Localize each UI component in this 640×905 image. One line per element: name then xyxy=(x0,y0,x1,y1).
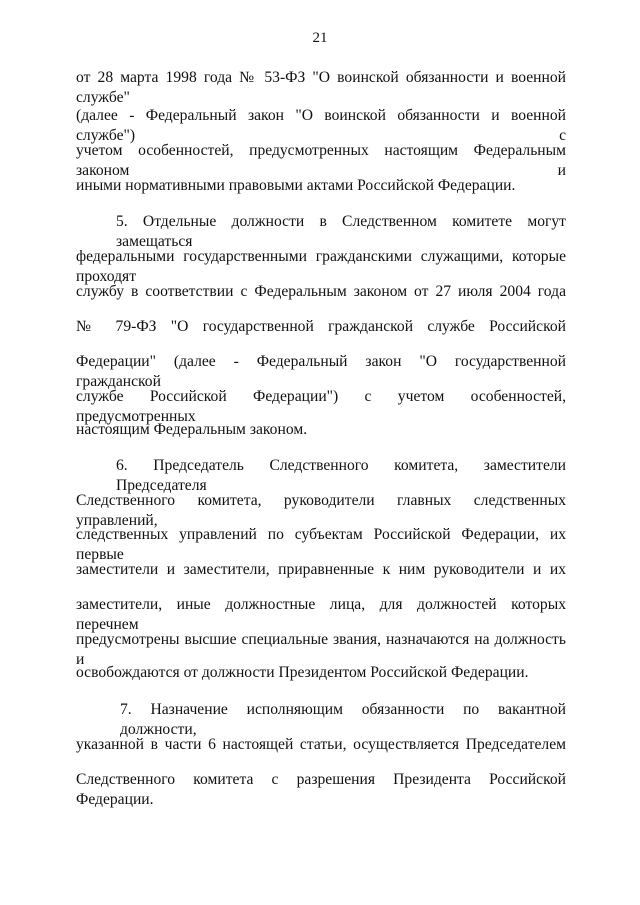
text-line: заместители, иные должностные лица, для должностей которых перечнем xyxy=(76,596,566,633)
text-line: службу в соответствии с Федеральным законом от 27 июля 2004 года xyxy=(76,283,566,300)
text-line: 6. Председатель Следственного комитета, заместители Председателя xyxy=(116,457,566,494)
text-line: службе Российской Федерации") с учетом особенностей, предусмотренных xyxy=(76,388,566,425)
text-line: освобождаются от должности Президентом Российской Федерации. xyxy=(76,664,529,681)
text-line: указанной в части 6 настоящей статьи, осуществляется Председателем xyxy=(76,736,566,753)
text-line: Федерации" (далее - Федеральный закон "О государственной гражданской xyxy=(76,353,566,390)
text-line: Следственного комитета с разрешения Президента Российской Федерации. xyxy=(76,771,566,808)
text-line: учетом особенностей, предусмотренных настоящим Федеральным законом и xyxy=(76,142,566,179)
text-line: 7. Назначение исполняющим обязанности по вакантной должности, xyxy=(120,701,566,738)
text-line: предусмотрены высшие специальные звания, назначаются на должность и xyxy=(76,631,566,668)
text-line: федеральными государственными гражданскими служащими, которые проходят xyxy=(76,248,566,285)
text-line: заместители и заместители, приравненные к ним руководители и их xyxy=(76,561,566,578)
text-line: (далее - Федеральный закон "О воинской обязанности и военной службе") с xyxy=(76,107,566,144)
text-line: № 79-ФЗ "О государственной гражданской службе Российской xyxy=(76,318,566,335)
text-line: Следственного комитета, руководители главных следственных управлений, xyxy=(76,492,566,529)
text-line: от 28 марта 1998 года № 53-ФЗ "О воинской обязанности и военной службе" xyxy=(76,69,566,106)
page-number: 21 xyxy=(312,30,328,46)
text-line: иными нормативными правовыми актами Российской Федерации. xyxy=(76,177,516,194)
text-line: следственных управлений по субъектам Российской Федерации, их первые xyxy=(76,526,566,563)
text-line: настоящим Федеральным законом. xyxy=(76,421,308,438)
text-line: 5. Отдельные должности в Следственном комитете могут замещаться xyxy=(116,213,566,250)
